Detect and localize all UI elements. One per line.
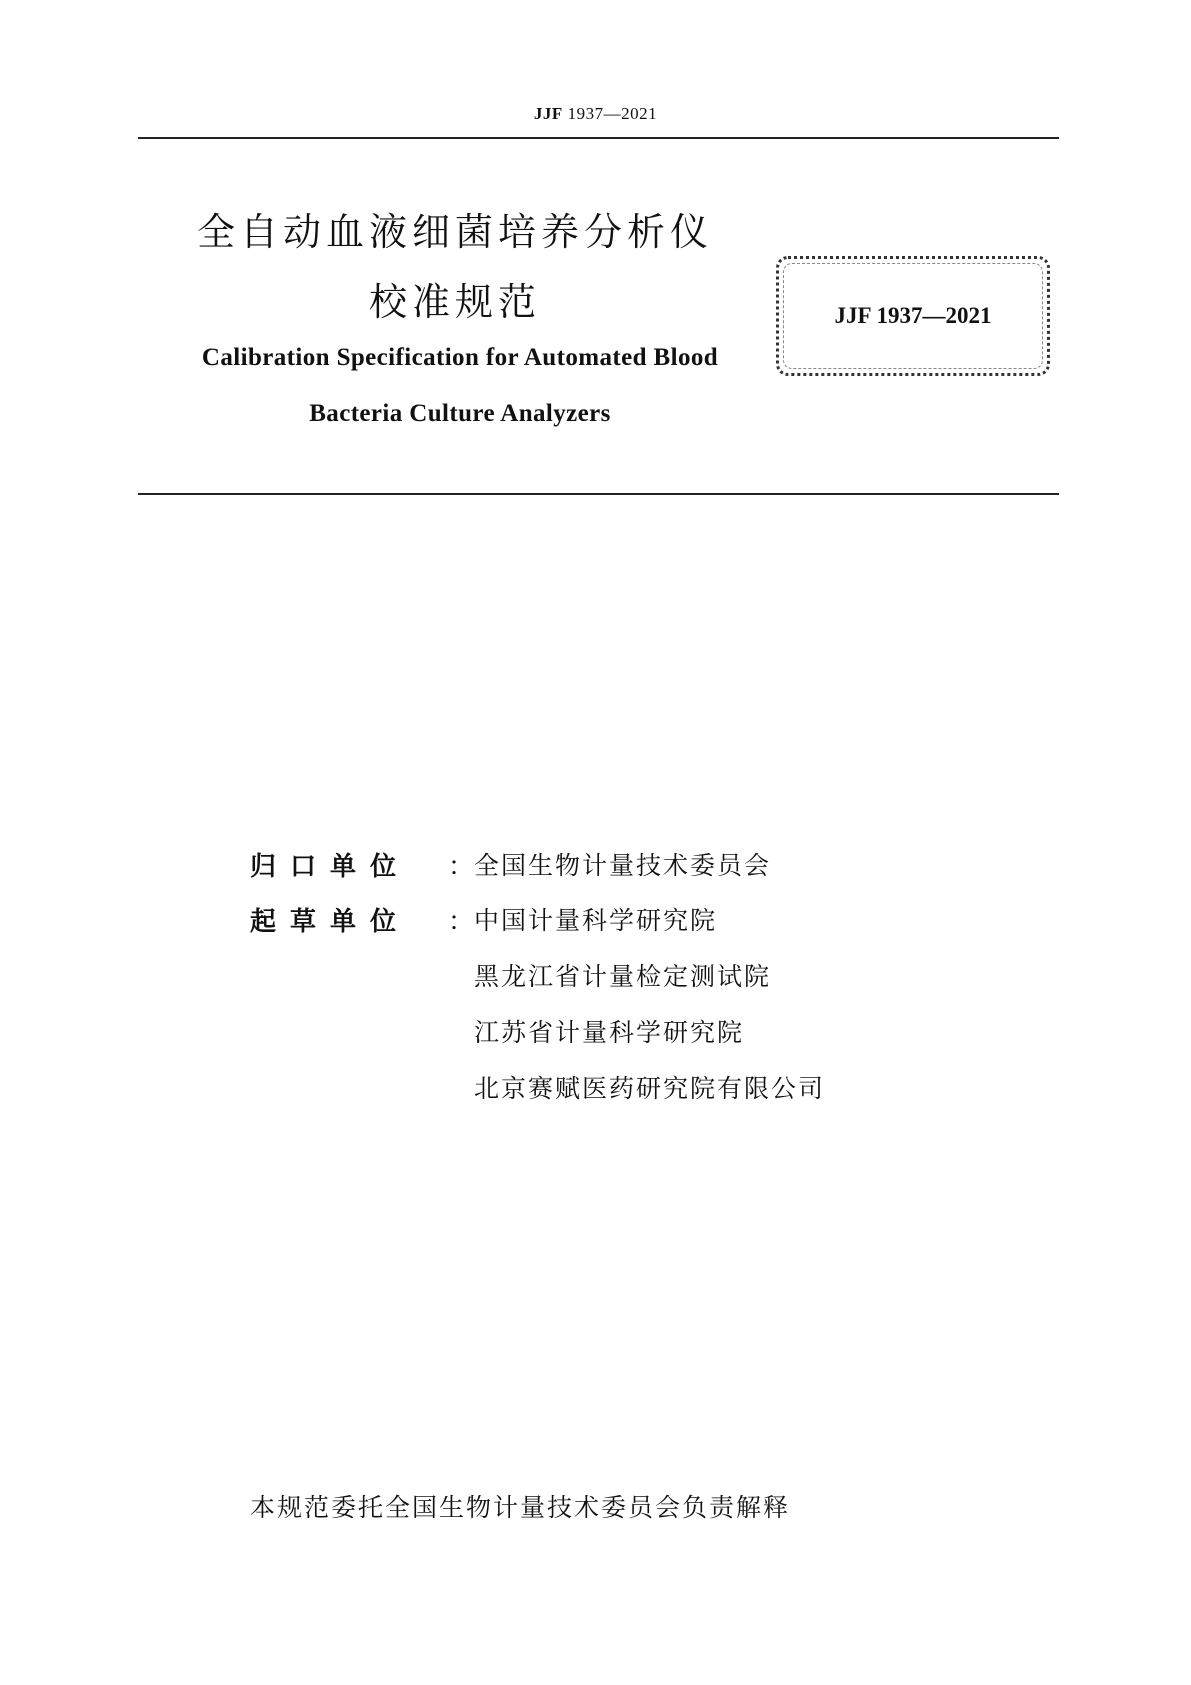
top-rule [138,137,1059,139]
title-english-line-1: Calibration Specification for Automated Blood [201,344,719,371]
standard-code: JJF 1937—2021 [834,303,992,328]
title-chinese-line-1: 全自动血液细菌培养分析仪 [196,210,713,254]
interpretation-note: 本规范委托全国生物计量技术委员会负责解释 [250,1493,791,1522]
title-chinese-line-2: 校准规范 [368,280,541,324]
drafting-unit-item: 中国计量科学研究院 [474,906,718,935]
title-english-line-2: Bacteria Culture Analyzers [309,400,611,427]
label-colon: ： [448,906,475,937]
running-header [0,104,1191,124]
drafting-unit-label: 起草单位 [250,906,411,937]
drafting-unit-row [250,955,771,995]
label-colon: ： [448,851,475,882]
drafting-unit-row [250,1067,825,1107]
drafting-unit-item: 黑龙江省计量检定测试院 [474,962,772,991]
responsible-unit-label: 归口单位 [250,851,411,882]
standard-code-box [776,256,1050,376]
bottom-rule [138,493,1059,495]
responsible-unit-value: 全国生物计量技术委员会 [474,851,772,880]
drafting-unit-row [250,899,717,939]
drafting-unit-item: 江苏省计量科学研究院 [474,1018,745,1047]
responsible-unit-row [250,844,771,884]
drafting-unit-row [250,1011,744,1051]
header-code-prefix: JJF [533,104,563,123]
drafting-unit-item: 北京赛赋医药研究院有限公司 [474,1074,826,1103]
header-code-number: 1937—2021 [567,104,658,123]
